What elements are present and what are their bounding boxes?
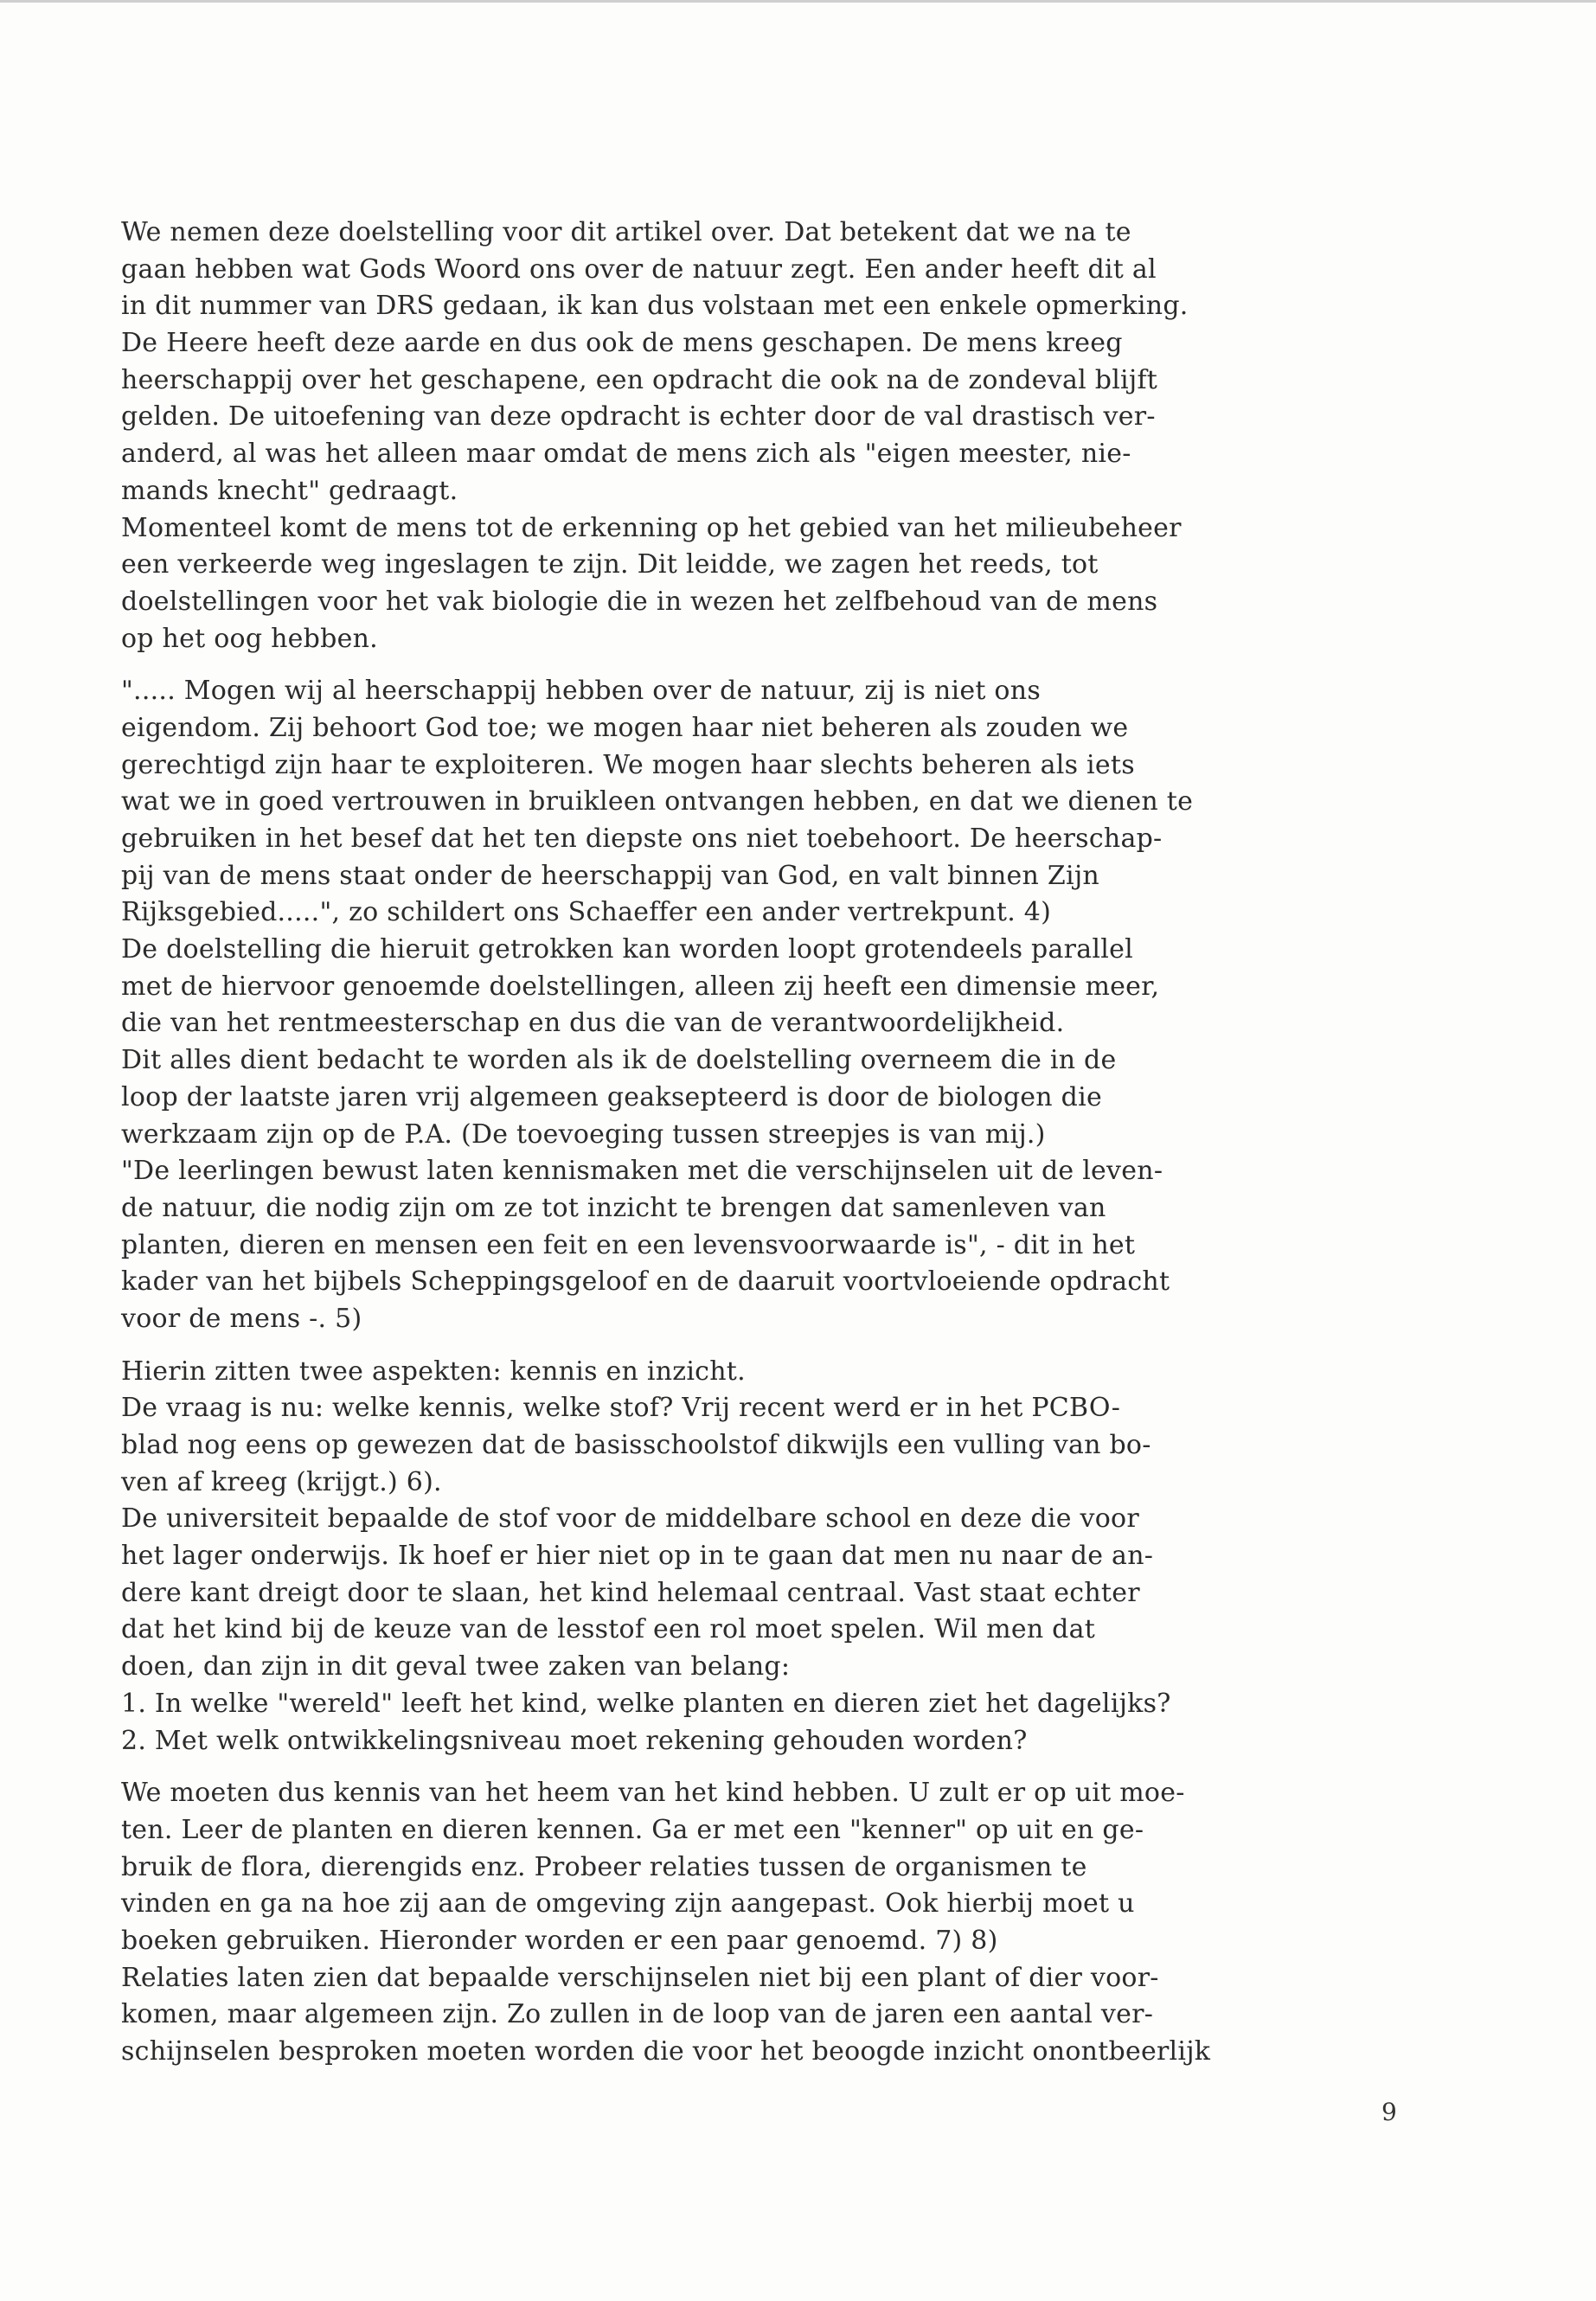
text-line: blad nog eens op gewezen dat de basisschoolstof dikwijls een vulling van bo- [121,1430,1151,1460]
text-line: vinden en ga na hoe zij aan de omgeving zijn aangepast. Ook hierbij moet u [121,1888,1135,1920]
text-line: gerechtigd zijn haar te exploiteren. We mogen haar slechts beheren als iets [121,749,1135,780]
text-line: Relaties laten zien dat bepaalde verschijnselen niet bij een plant of dier voor- [121,1962,1159,1993]
text-line: komen, maar algemeen zijn. Zo zullen in de loop van de jaren een aantal ver- [121,1999,1154,2030]
text-line: "..... Mogen wij al heerschappij hebben over de natuur, zij is niet ons [121,676,1041,707]
text-line: voor de mens -. 5) [121,1303,362,1334]
text-line: De Heere heeft deze aarde en dus ook de mens geschapen. De mens kreeg [121,328,1123,359]
text-line: schijnselen besproken moeten worden die voor het beoogde inzicht onontbeerlijk [121,2036,1211,2067]
text-line: die van het rentmeesterschap en dus die van de verantwoordelijkheid. [121,1008,1065,1039]
text-line: 1. In welke "wereld" leeft het kind, welke planten en dieren ziet het dagelijks? [121,1688,1171,1719]
text-line: mands knecht" gedraagt. [121,475,458,506]
text-line: De doelstelling die hieruit getrokken kan worden loopt grotendeels parallel [121,934,1133,965]
text-line: dat het kind bij de keuze van de lesstof een rol moet spelen. Wil men dat [121,1614,1096,1645]
text-line: Rijksgebied.....", zo schildert ons Schaeffer een ander vertrekpunt. 4) [121,897,1052,928]
text-line: heerschappij over het geschapene, een opdracht die ook na de zondeval blijft [121,364,1158,395]
text-line: Momenteel komt de mens tot de erkenning op het gebied van het milieubeheer [121,512,1182,543]
text-line: De universiteit bepaalde de stof voor de middelbare school en deze die voor [121,1503,1139,1535]
text-line: doelstellingen voor het vak biologie die in wezen het zelfbehoud van de mens [121,586,1158,617]
page-number: 9 [1381,2098,1397,2126]
text-line: eigendom. Zij behoort God toe; we mogen haar niet beheren als zouden we [121,712,1129,743]
text-line: het lager onderwijs. Ik hoef er hier niet op in te gaan dat men nu naar de an- [121,1541,1154,1572]
text-line: dere kant dreigt door te slaan, het kind helemaal centraal. Vast staat echter [121,1577,1140,1608]
page-edge [0,0,1596,3]
paragraph-1 [121,215,1436,657]
paragraph-2 [121,673,1436,1337]
text-line: We nemen deze doelstelling voor dit artikel over. Dat betekent dat we na te [121,217,1131,247]
paragraph-3 [121,1354,1436,1760]
text-line: gelden. De uitoefening van deze opdracht is echter door de val drastisch ver- [121,401,1156,433]
text-line: anderd, al was het alleen maar omdat de mens zich als "eigen meester, nie- [121,439,1131,470]
text-line: met de hiervoor genoemde doelstellingen, alleen zij heeft een dimensie meer, [121,971,1160,1002]
text-line: pij van de mens staat onder de heerschappij van God, en valt binnen Zijn [121,860,1099,891]
text-line: De vraag is nu: welke kennis, welke stof? Vrij recent werd er in het PCBO- [121,1393,1121,1424]
text-line: de natuur, die nodig zijn om ze tot inzicht te brengen dat samenleven van [121,1192,1106,1223]
paragraph-4 [121,1775,1436,2071]
text-line: ven af kreeg (krijgt.) 6). [121,1466,442,1497]
text-line: Dit alles dient bedacht te worden als ik de doelstelling overneem die in de [121,1045,1117,1076]
text-line: ten. Leer de planten en dieren kennen. Ga er met een "kenner" op uit en ge- [121,1814,1144,1845]
text-line: gebruiken in het besef dat het ten diepste ons niet toebehoort. De heerschap- [121,824,1163,854]
text-line: We moeten dus kennis van het heem van het kind hebben. U zult er op uit moe- [121,1778,1185,1809]
text-line: boeken gebruiken. Hieronder worden er een paar genoemd. 7) 8) [121,1925,998,1956]
text-line: planten, dieren en mensen een feit en een levensvoorwaarde is", - dit in het [121,1229,1136,1260]
text-line: doen, dan zijn in dit geval twee zaken van belang: [121,1651,791,1682]
body-text [121,215,1436,2071]
text-line: "De leerlingen bewust laten kennismaken met die verschijnselen uit de leven- [121,1156,1163,1187]
text-line: loop der laatste jaren vrij algemeen geaksepteerd is door de biologen die [121,1081,1102,1112]
text-line: op het oog hebben. [121,623,378,654]
text-line: een verkeerde weg ingeslagen te zijn. Dit leidde, we zagen het reeds, tot [121,549,1099,580]
text-line: gaan hebben wat Gods Woord ons over de natuur zegt. Een ander heeft dit al [121,253,1157,285]
text-line: bruik de flora, dierengids enz. Probeer relaties tussen de organismen te [121,1851,1087,1882]
text-line: werkzaam zijn op de P.A. (De toevoeging tussen streepjes is van mij.) [121,1118,1046,1150]
text-line: Hierin zitten twee aspekten: kennis en inzicht. [121,1356,746,1387]
text-line: kader van het bijbels Scheppingsgeloof en de daaruit voortvloeiende opdracht [121,1266,1170,1298]
text-line: in dit nummer van DRS gedaan, ik kan dus volstaan met een enkele opmerking. [121,291,1189,322]
text-line: wat we in goed vertrouwen in bruikleen ontvangen hebben, en dat we dienen te [121,786,1194,817]
text-line: 2. Met welk ontwikkelingsniveau moet rekening gehouden worden? [121,1725,1028,1756]
